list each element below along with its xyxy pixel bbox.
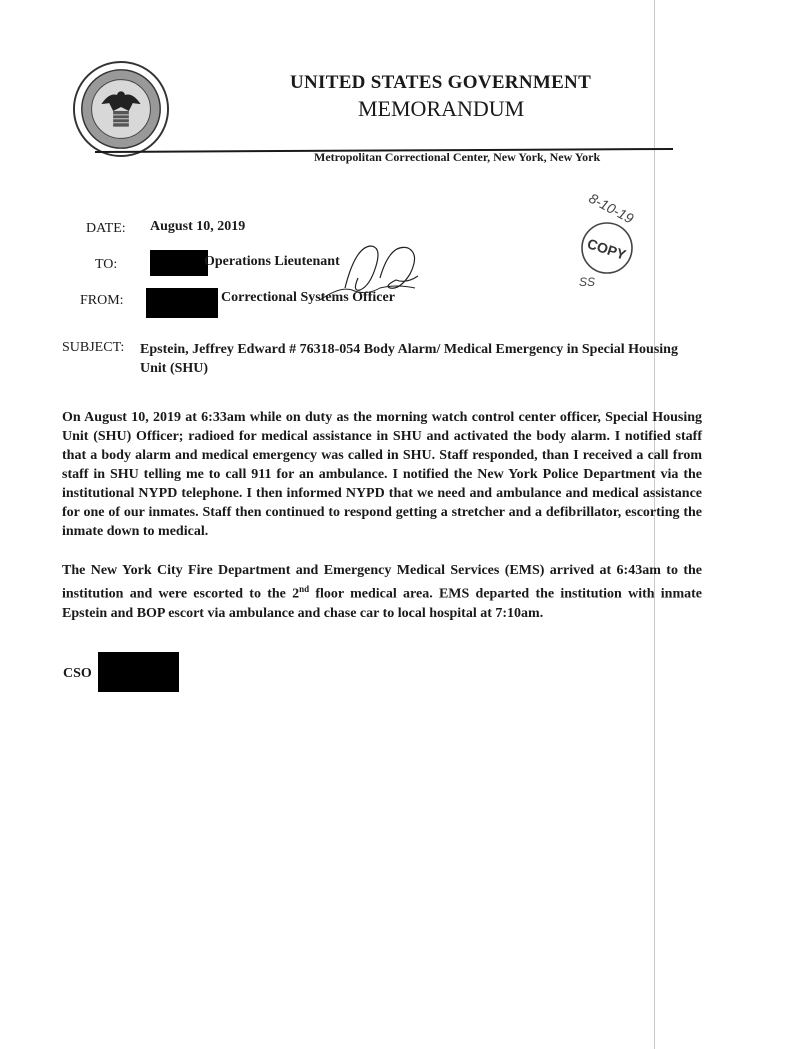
from-value: Correctional Systems Officer	[221, 290, 395, 305]
date-value: August 10, 2019	[150, 219, 246, 234]
redaction-block	[98, 652, 179, 692]
memo-title-line1: UNITED STATES GOVERNMENT	[290, 72, 592, 93]
location-line: Metropolitan Correctional Center, New York, New York	[314, 150, 601, 164]
copy-stamp-icon	[567, 190, 677, 290]
stamp-handwritten-date: 8-10-19	[586, 190, 637, 227]
body-paragraph-2	[62, 561, 702, 623]
handwritten-signature-icon	[300, 238, 430, 308]
redaction-block	[150, 250, 208, 276]
stamp-handwritten-initials: SS	[579, 275, 596, 289]
to-label: TO:	[95, 257, 118, 272]
body-paragraph-2-part1: The New York City Fire Department and Emergency Medical Services (EMS) arrived at 6:43am to the institution and were escorted to the 2	[62, 563, 702, 602]
doj-seal-icon	[72, 60, 170, 158]
body-paragraph-1: On August 10, 2019 at 6:33am while on duty as the morning watch control center officer, Special Housing Unit (SHU) Officer; radioed for medical assistance in SHU and activated the body alarm. I notified staff that a body alarm and medical emergency was called in SHU. Staff responded, than I received a call from staff in SHU telling me to call 911 for an ambulance. I notified the New York Police Department via the institutional NYPD telephone. I then informed NYPD that we need and ambulance and medical assistance for one of our inmates. Staff then continued to respond getting a stretcher and a defibrillator, escorting the inmate down to medical.	[62, 410, 702, 539]
subject-text: Epstein, Jeffrey Edward # 76318-054 Body Alarm/ Medical Emergency in Special Housing Unit (SHU)	[140, 342, 678, 376]
redaction-block	[146, 288, 218, 318]
cso-label: CSO	[63, 666, 92, 681]
body-paragraph-2-part2: floor medical area. EMS departed the institution with inmate Epstein and BOP escort via ambulance and chase car to local hospital at 7:10am.	[62, 586, 702, 621]
subject-label: SUBJECT:	[62, 340, 125, 355]
date-label: DATE:	[86, 221, 126, 236]
from-label: FROM:	[80, 293, 124, 308]
memo-title-line2: MEMORANDUM	[358, 96, 525, 121]
ordinal-suffix: nd	[299, 584, 310, 594]
to-value: Operations Lieutenant	[204, 254, 340, 269]
stamp-text: COPY	[585, 235, 629, 263]
